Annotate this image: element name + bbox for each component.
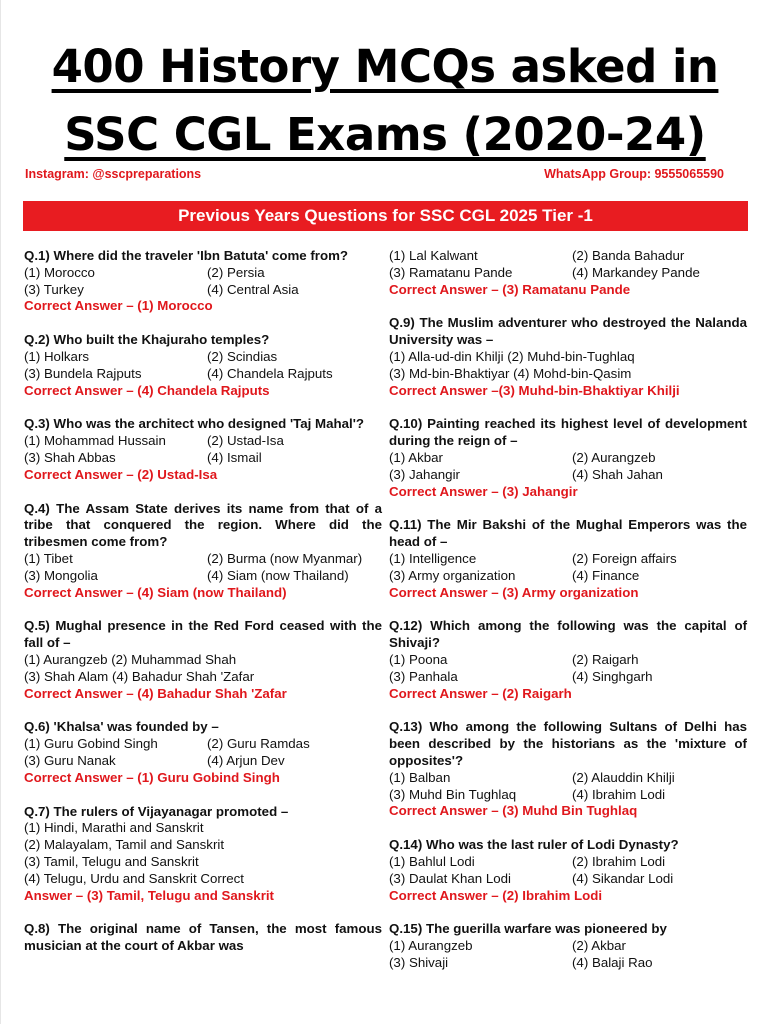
option-item: (4) Central Asia [207,281,299,297]
question-block [24,921,382,955]
question-text: Q.10) Painting reached its highest level of development during the reign of – [389,416,747,449]
option-item: (1) Hindi, Marathi and Sanskrit [24,820,204,836]
option-item: (4) Markandey Pande [572,264,700,280]
page-title-line1 [1,38,768,96]
option-item: (3) Panhala [389,668,458,684]
option-item: (3) Jahangir [389,466,460,482]
option-item: (4) Telugu, Urdu and Sanskrit Correct [24,870,244,886]
option-item: (2) Ibrahim Lodi [572,853,666,869]
option-item: (3) Ramatanu Pande [389,264,513,280]
option-item: (4) Ibrahim Lodi [572,786,666,802]
option-item: (4) Arjun Dev [207,752,285,768]
question-block [389,719,747,820]
question-block [24,719,382,786]
question-text: Q.5) Mughal presence in the Red Ford ceased with the fall of – [24,618,382,651]
correct-answer: Correct Answer – (4) Siam (now Thailand) [24,584,287,600]
correct-answer: Correct Answer – (3) Muhd Bin Tughlaq [389,803,638,819]
option-item: (4) Balaji Rao [572,954,653,970]
option-item: (3) Mongolia [24,567,98,583]
correct-answer: Correct Answer – (4) Bahadur Shah 'Zafar [24,685,287,701]
option-item: (1) Tibet [24,550,73,566]
question-block [24,248,382,315]
option-item: (4) Singhgarh [572,668,653,684]
correct-answer: Correct Answer – (1) Morocco [24,298,213,314]
section-banner: Previous Years Questions for SSC CGL 2025 Tier -1 [23,201,748,231]
question-block [24,618,382,702]
options-list [24,265,382,299]
option-item: (1) Intelligence [389,550,477,566]
option-item: (4) Siam (now Thailand) [207,567,349,583]
right-column [389,248,747,989]
option-item: (3) Army organization [389,567,516,583]
option-item: (3) Bundela Rajputs [24,365,142,381]
option-item: (3) Shah Alam (4) Bahadur Shah 'Zafar [24,668,255,684]
option-item: (1) Akbar [389,449,443,465]
option-item: (1) Bahlul Lodi [389,853,475,869]
correct-answer: Correct Answer – (3) Army organization [389,584,639,600]
option-item: (1) Mohammad Hussain [24,433,166,449]
instagram-handle: Instagram: @sscpreparations [25,167,202,181]
option-item: (2) Scindias [207,348,278,364]
option-item: (1) Guru Gobind Singh [24,736,158,752]
option-item: (2) Alauddin Khilji [572,769,675,785]
option-item: (2) Raigarh [572,651,639,667]
question-text: Q.6) 'Khalsa' was founded by – [24,719,219,735]
correct-answer: Correct Answer – (3) Jahangir [389,483,578,499]
option-item: (1) Morocco [24,264,95,280]
options-list [24,820,382,887]
question-block [24,332,382,399]
option-item: (3) Daulat Khan Lodi [389,870,511,886]
question-block [24,804,382,905]
option-item: (3) Md-bin-Bhaktiyar (4) Mohd-bin-Qasim [389,365,632,381]
option-item: (4) Sikandar Lodi [572,870,674,886]
question-text: Q.12) Which among the following was the capital of Shivaji? [389,618,747,651]
option-item: (2) Foreign affairs [572,550,677,566]
option-item: (1) Balban [389,769,451,785]
options-list [24,433,382,467]
question-text: Q.2) Who built the Khajuraho temples? [24,332,270,348]
question-text: Q.1) Where did the traveler 'Ibn Batuta' come from? [24,248,349,263]
option-item: (3) Guru Nanak [24,752,116,768]
question-block [389,517,747,601]
option-item: (2) Persia [207,264,265,280]
options-list [389,248,747,282]
options-list [389,770,747,804]
question-block [389,416,747,500]
question-text: Q.15) The guerilla warfare was pioneered by [389,921,667,937]
question-block [389,837,747,904]
option-item: (2) Aurangzeb [572,449,656,465]
correct-answer: Correct Answer – (2) Ustad-Isa [24,466,218,482]
option-item: (2) Akbar [572,938,626,954]
correct-answer: Correct Answer – (2) Raigarh [389,685,572,701]
question-text: Q.9) The Muslim adventurer who destroyed the Nalanda University was – [389,315,747,348]
option-item: (3) Turkey [24,281,84,297]
question-text: Q.7) The rulers of Vijayanagar promoted – [24,803,289,819]
question-block [24,416,382,483]
option-item: (1) Aurangzeb [389,938,473,954]
title-line2-text: SSC CGL Exams (2020-24) [64,108,706,161]
options-list [389,551,747,585]
option-item: (3) Muhd Bin Tughlaq [389,786,517,802]
option-item: (3) Shah Abbas [24,449,116,465]
question-text: Q.8) The original name of Tansen, the most famous musician at the court of Akbar was [24,921,382,954]
option-item: (2) Malayalam, Tamil and Sanskrit [24,837,225,853]
question-block [389,618,747,702]
question-block [389,921,747,971]
correct-answer: Answer – (3) Tamil, Telugu and Sanskrit [24,887,274,903]
option-item: (1) Holkars [24,348,90,364]
question-block [24,501,382,602]
page-title-line2 [1,106,768,164]
option-item: (4) Ismail [207,449,262,465]
correct-answer: Correct Answer –(3) Muhd-bin-Bhaktiyar Khilji [389,382,680,398]
question-block [389,248,747,298]
options-list [389,450,747,484]
options-list [24,652,382,686]
options-list [389,652,747,686]
option-item: (3) Shivaji [389,954,449,970]
option-item: (2) Burma (now Myanmar) [207,550,363,566]
options-list [24,551,382,585]
option-item: (2) Ustad-Isa [207,433,284,449]
correct-answer: Correct Answer – (2) Ibrahim Lodi [389,887,603,903]
option-item: (2) Guru Ramdas [207,736,310,752]
option-item: (1) Poona [389,651,448,667]
option-item: (1) Aurangzeb (2) Muhammad Shah [24,651,237,667]
option-item: (1) Lal Kalwant [389,248,478,263]
option-item: (2) Banda Bahadur [572,248,685,263]
question-block [389,315,747,399]
option-item: (1) Alla-ud-din Khilji (2) Muhd-bin-Tughlaq [389,348,635,364]
question-text: Q.11) The Mir Bakshi of the Mughal Emperors was the head of – [389,517,747,550]
correct-answer: Correct Answer – (1) Guru Gobind Singh [24,769,280,785]
options-list [24,349,382,383]
option-item: (3) Tamil, Telugu and Sanskrit [24,853,199,869]
whatsapp-group: WhatsApp Group: 9555065590 [544,167,724,181]
correct-answer: Correct Answer – (3) Ramatanu Pande [389,281,631,297]
option-item: (4) Chandela Rajputs [207,365,333,381]
options-list [389,349,747,383]
correct-answer: Correct Answer – (4) Chandela Rajputs [24,382,270,398]
option-item: (4) Finance [572,567,640,583]
options-list [389,938,747,972]
question-text: Q.3) Who was the architect who designed 'Taj Mahal'? [24,416,365,432]
question-text: Q.4) The Assam State derives its name from that of a tribe that conquered the region. Where did the tribesmen come from? [24,500,382,550]
left-column [24,248,382,972]
title-line1-text: 400 History MCQs asked in [51,40,719,93]
question-text: Q.13) Who among the following Sultans of Delhi has been described by the historians as the 'mixture of opposites'? [389,719,747,768]
options-list [24,736,382,770]
option-item: (4) Shah Jahan [572,466,663,482]
question-text: Q.14) Who was the last ruler of Lodi Dynasty? [389,837,679,853]
options-list [389,854,747,888]
